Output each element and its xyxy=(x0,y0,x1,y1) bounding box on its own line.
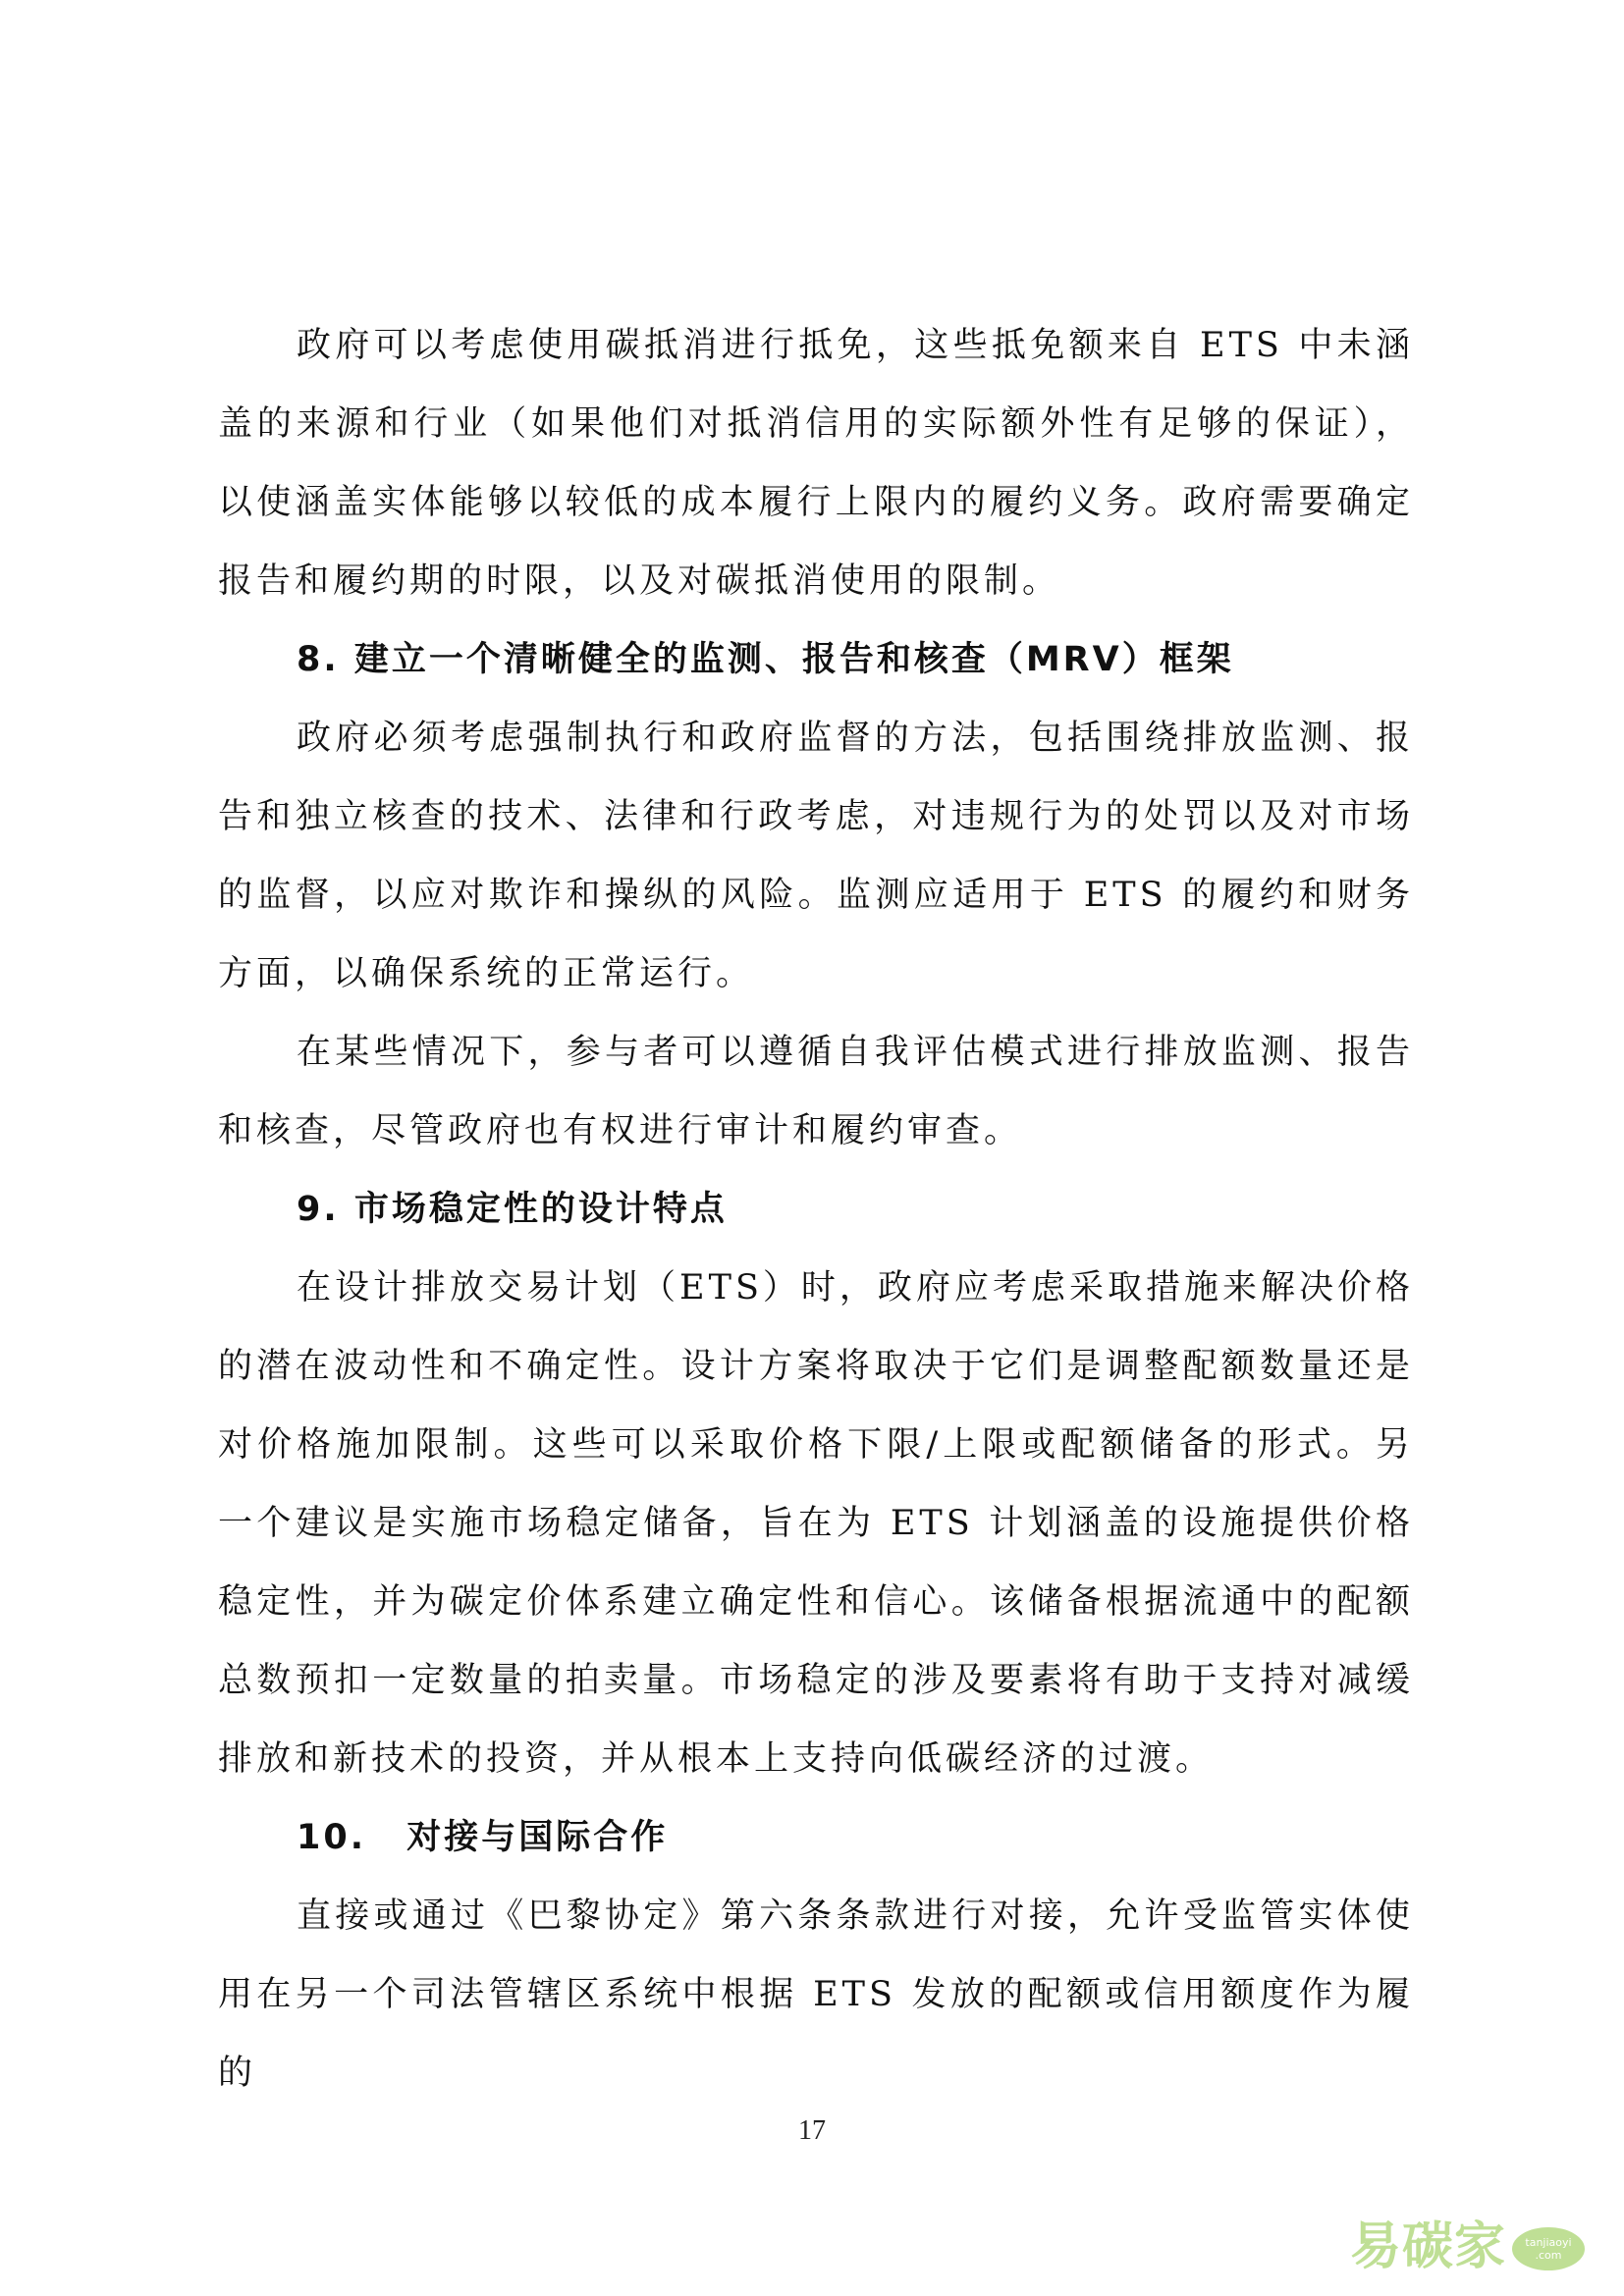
watermark-badge-line-1: tanjiaoyi xyxy=(1525,2236,1572,2249)
paragraph-offsets: 政府可以考虑使用碳抵消进行抵免，这些抵免额来自 ETS 中未涵盖的来源和行业（如果他们对抵消信用的实际额外性有足够的保证），以使涵盖实体能够以较低的成本履行上限内的履约义务。政府需要确定报告和履约期的时限，以及对碳抵消使用的限制。 xyxy=(218,326,1414,601)
section-8-paragraph-1: 政府必须考虑强制执行和政府监督的方法，包括围绕排放监测、报告和独立核查的技术、法律和行政考虑，对违规行为的处罚以及对市场的监督，以应对欺诈和操纵的风险。监测应适用于 ETS 的履约和财务方面，以确保系统的正常运行。 xyxy=(218,719,1414,993)
watermark-badge-line-2: .com xyxy=(1535,2249,1562,2262)
section-8-paragraph-2: 在某些情况下，参与者可以遵循自我评估模式进行排放监测、报告和核查，尽管政府也有权进行审计和履约审查。 xyxy=(218,1033,1414,1150)
watermark-text: 易碳家 xyxy=(1349,2217,1506,2276)
watermark-badge xyxy=(1512,2227,1585,2270)
section-10-paragraph-1: 直接或通过《巴黎协定》第六条条款进行对接，允许受监管实体使用在另一个司法管辖区系统中根据 ETS 发放的配额或信用额度作为履的 xyxy=(218,1896,1414,2093)
section-9-number: 9. xyxy=(297,1190,340,1229)
section-8-heading xyxy=(218,620,1414,699)
section-8-title: 建立一个清晰健全的监测、报告和核查（MRV）框架 xyxy=(353,640,1234,679)
section-9-paragraph-1: 在设计排放交易计划（ETS）时，政府应考虑采取措施来解决价格的潜在波动性和不确定性。设计方案将取决于它们是调整配额数量还是对价格施加限制。这些可以采取价格下限/上限或配额储备的形式。另一个建议是实施市场稳定储备，旨在为 ETS 计划涵盖的设施提供价格稳定性，并为碳定价体系建立确定性和信心。该储备根据流通中的配额总数预扣一定数量的拍卖量。市场稳定的涉及要素将有助于支持对减缓排放和新技术的投资，并从根本上支持向低碳经济的过渡。 xyxy=(218,1268,1414,1779)
section-9-heading xyxy=(218,1170,1414,1249)
watermark-logo xyxy=(1350,2205,1585,2278)
section-10-heading xyxy=(218,1798,1414,1877)
page-content xyxy=(218,306,1414,2112)
section-9-title: 市场稳定性的设计特点 xyxy=(353,1190,728,1229)
section-8-number: 8. xyxy=(297,640,340,679)
section-10-number: 10. xyxy=(297,1818,367,1857)
page-number: 17 xyxy=(798,2115,826,2146)
section-10-title: 对接与国际合作 xyxy=(406,1818,669,1857)
